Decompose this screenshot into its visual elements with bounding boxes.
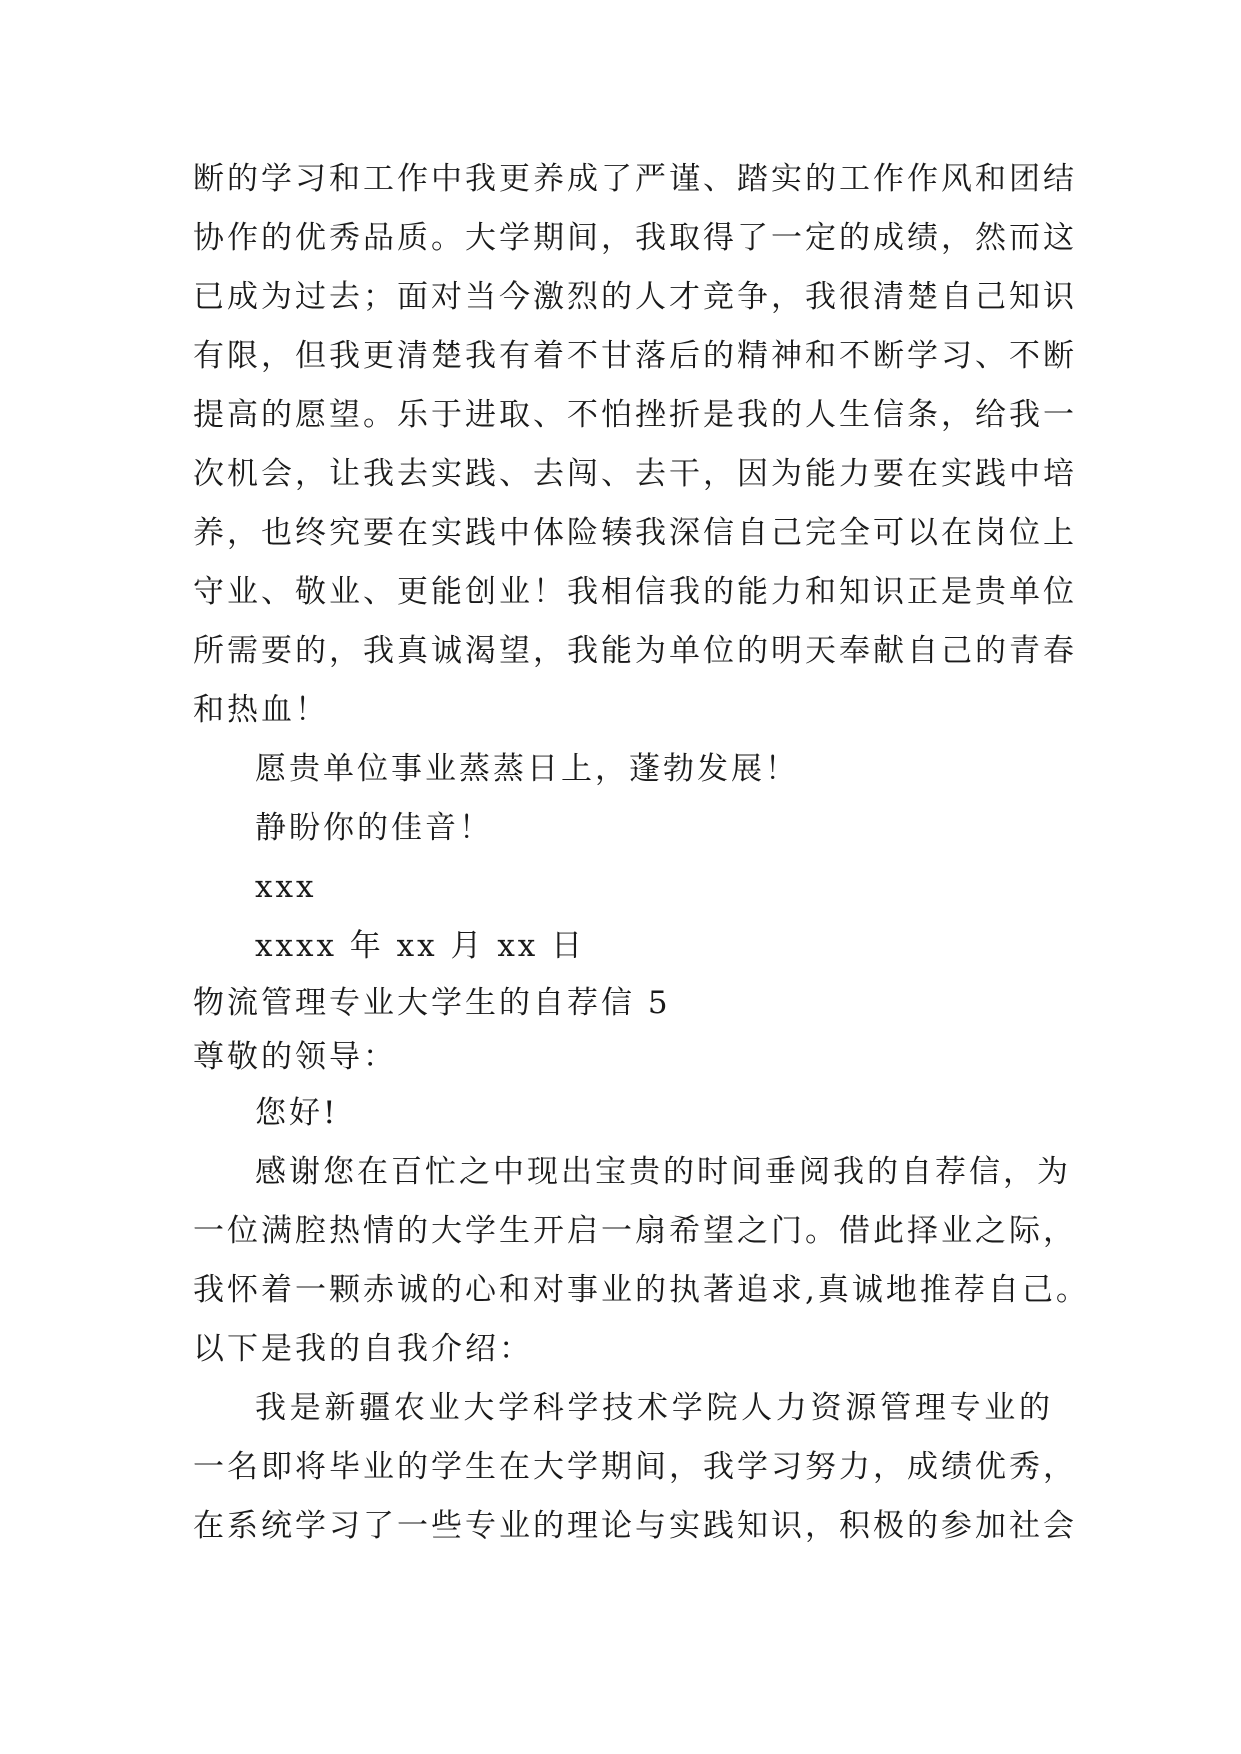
salutation: 尊敬的领导： — [193, 1039, 397, 1075]
text-line: 养，也终究要在实践中体险辏我深信自己完全可以在岗位上 — [193, 515, 1077, 551]
text-line: 已成为过去；面对当今激烈的人才竞争，我很清楚自己知识 — [193, 279, 1077, 315]
text-line: 断的学习和工作中我更养成了严谨、踏实的工作作风和团结 — [193, 161, 1077, 197]
closing-remark: 静盼你的佳音！ — [255, 810, 493, 846]
signature-name: xxx — [255, 869, 317, 905]
text-line: 和热血！ — [193, 692, 329, 728]
signature-date: xxxx 年 xx 月 xx 日 — [255, 928, 586, 964]
paragraph-line: 在系统学习了一些专业的理论与实践知识，积极的参加社会 — [193, 1508, 1077, 1544]
greeting: 您好! — [255, 1095, 339, 1131]
document-body — [193, 150, 1090, 1556]
text-line: 次机会，让我去实践、去闯、去干，因为能力要在实践中培 — [193, 456, 1077, 492]
paragraph-line: 我是新疆农业大学科学技术学院人力资源管理专业的 — [255, 1390, 1053, 1426]
paragraph-line: 一位满腔热情的大学生开启一扇希望之门。借此择业之际， — [193, 1213, 1077, 1249]
closing-wish: 愿贵单位事业蒸蒸日上，蓬勃发展！ — [255, 751, 799, 787]
paragraph-line: 我怀着一颗赤诚的心和对事业的执著追求,真诚地推荐自己。 — [193, 1272, 1090, 1308]
text-line: 所需要的，我真诚渴望，我能为单位的明天奉献自己的青春 — [193, 633, 1077, 669]
paragraph-line: 一名即将毕业的学生在大学期间，我学习努力，成绩优秀， — [193, 1449, 1077, 1485]
section-title: 物流管理专业大学生的自荐信 5 — [193, 985, 671, 1021]
text-line: 提高的愿望。乐于进取、不怕挫折是我的人生信条，给我一 — [193, 397, 1077, 433]
text-line: 协作的优秀品质。大学期间，我取得了一定的成绩，然而这 — [193, 220, 1077, 256]
paragraph-line: 感谢您在百忙之中现出宝贵的时间垂阅我的自荐信，为 — [255, 1154, 1071, 1190]
text-line: 守业、敬业、更能创业！我相信我的能力和知识正是贵单位 — [193, 574, 1077, 610]
text-line: 有限，但我更清楚我有着不甘落后的精神和不断学习、不断 — [193, 338, 1077, 374]
paragraph-line: 以下是我的自我介绍： — [193, 1331, 533, 1367]
